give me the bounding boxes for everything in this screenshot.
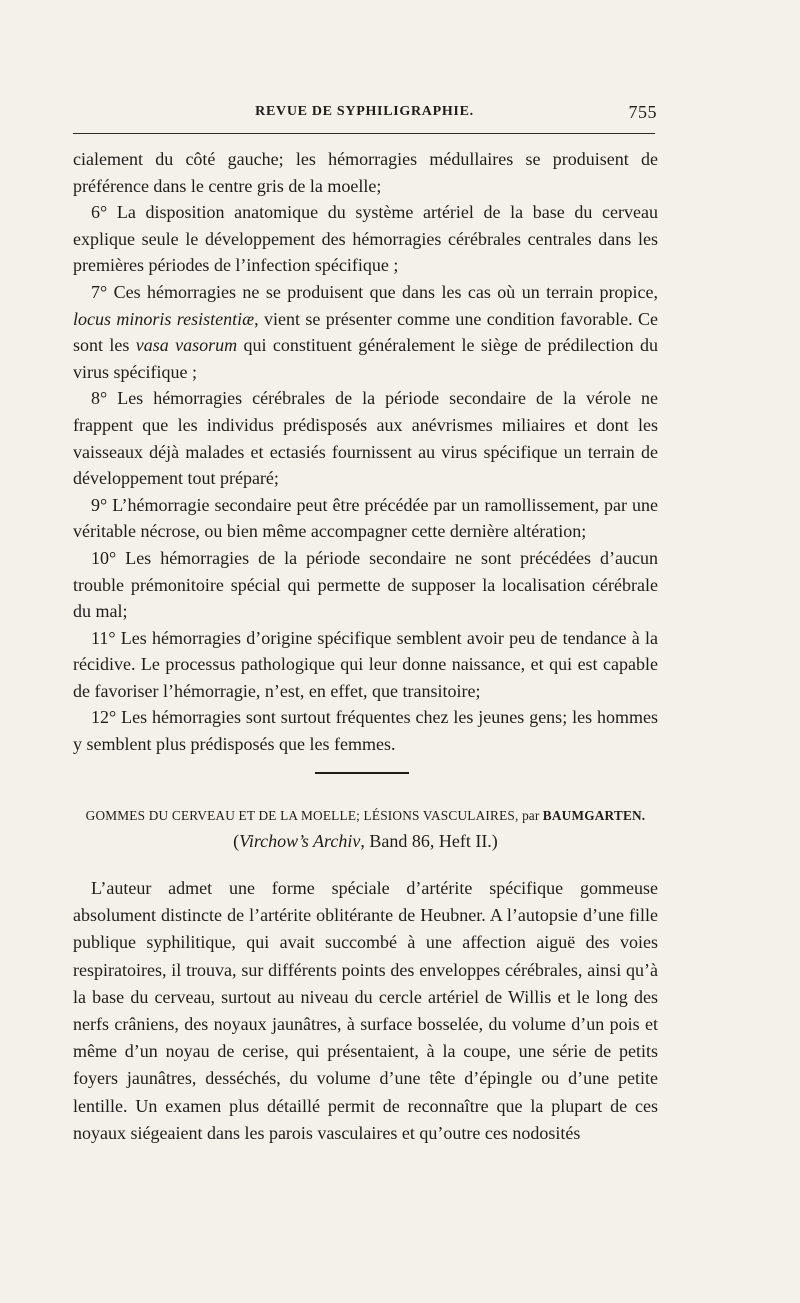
paragraph-12: 12° Les hémorragies sont surtout fréquentes chez les jeunes gens; les hommes y semblent plus prédisposés que les femmes. [73, 707, 658, 755]
author-preposition: par [522, 808, 543, 823]
journal-title: Virchow’s Archiv [239, 831, 361, 851]
article-body [73, 875, 658, 1147]
paragraph-6: 6° La disposition anatomique du système artériel de la base du cerveau explique seule le développement des hémorragies cérébrales centrales dans les premières périodes de l’infection spécifique ; [73, 202, 658, 276]
running-title: REVUE DE SYPHILIGRAPHIE. [255, 104, 474, 119]
paragraph-7-middle: , vient se présenter comme une condition favorable. Ce sont les [73, 308, 658, 356]
main-text-section [73, 146, 658, 758]
paragraph-9: 9° L’hémorragie secondaire peut être précédée par un ramollissement, par une véritable nécrose, ou bien même accompagner cette dernière altération; [73, 494, 658, 542]
running-header [72, 104, 657, 126]
journal-details: , Band 86, Heft II.) [360, 831, 498, 851]
paragraph-8: 8° Les hémorragies cérébrales de la période secondaire de la vérole ne frappent que les individus prédisposés aux anévrismes miliaires et dont les vaisseaux déjà malades et ectasiés fournissent au virus spécifique un terrain de développement tout préparé; [73, 388, 658, 489]
page-number: 755 [628, 102, 657, 122]
paragraph-7 [73, 279, 658, 385]
article-title: GOMMES DU CERVEAU ET DE LA MOELLE; LÉSIONS VASCULAIRES, [85, 808, 523, 823]
paragraph-7-suffix: qui constituent généralement le siège de prédilection du virus spécifique ; [73, 335, 658, 382]
vasa-term: vasa vasorum [135, 335, 238, 356]
article-paragraph: L’auteur admet une forme spéciale d’artérite spécifique gommeuse absolument distincte de l’artérite oblitérante de Heubner. A l’autopsie d’une fille publique syphilitique, qui avait succombé à une affection aiguë des voies respiratoires, il trouva, sur différents points des enveloppes cérébrales, ainsi qu’à la base du cerveau, surtout au niveau du cercle artériel de Willis et le long des nerfs crâniens, des noyaux jaunâtres, à surface bosselée, du volume d’un pois et même d’un noyau de cerise, qui présentaient, à la coupe, une série de petits foyers jaunâtres, desséchés, du volume d’une tête d’épingle ou d’une petite lentille. Un examen plus détaillé permit de reconnaître que la plupart de ces noyaux siégeaient dans les parois vasculaires et qu’outre ces nodosités [73, 878, 658, 1143]
article-author: BAUMGARTEN. [542, 808, 646, 823]
header-rule [73, 133, 655, 134]
article-heading [73, 808, 658, 824]
section-separator [315, 772, 409, 774]
paragraph-11: 11° Les hémorragies d’origine spécifique semblent avoir peu de tendance à la récidive. Le processus pathologique qui leur donne naissance, et qui est capable de favoriser l’hémorragie, n’est, en effet, que transitoire; [73, 627, 658, 701]
paragraph-continuation: cialement du côté gauche; les hémorragies médullaires se produisent de préférence dans le centre gris de la moelle; [73, 149, 658, 196]
locus-term: locus minoris resistentiæ [73, 308, 255, 329]
source-open-paren: ( [233, 831, 240, 851]
paragraph-7-prefix: 7° Ces hémorragies ne se produisent que dans les cas où un terrain propice, [91, 281, 658, 302]
paragraph-10: 10° Les hémorragies de la période secondaire ne sont précédées d’aucun trouble prémonitoire spécial qui permette de supposer la localisation cérébrale du mal; [73, 547, 658, 622]
article-source [73, 829, 658, 853]
